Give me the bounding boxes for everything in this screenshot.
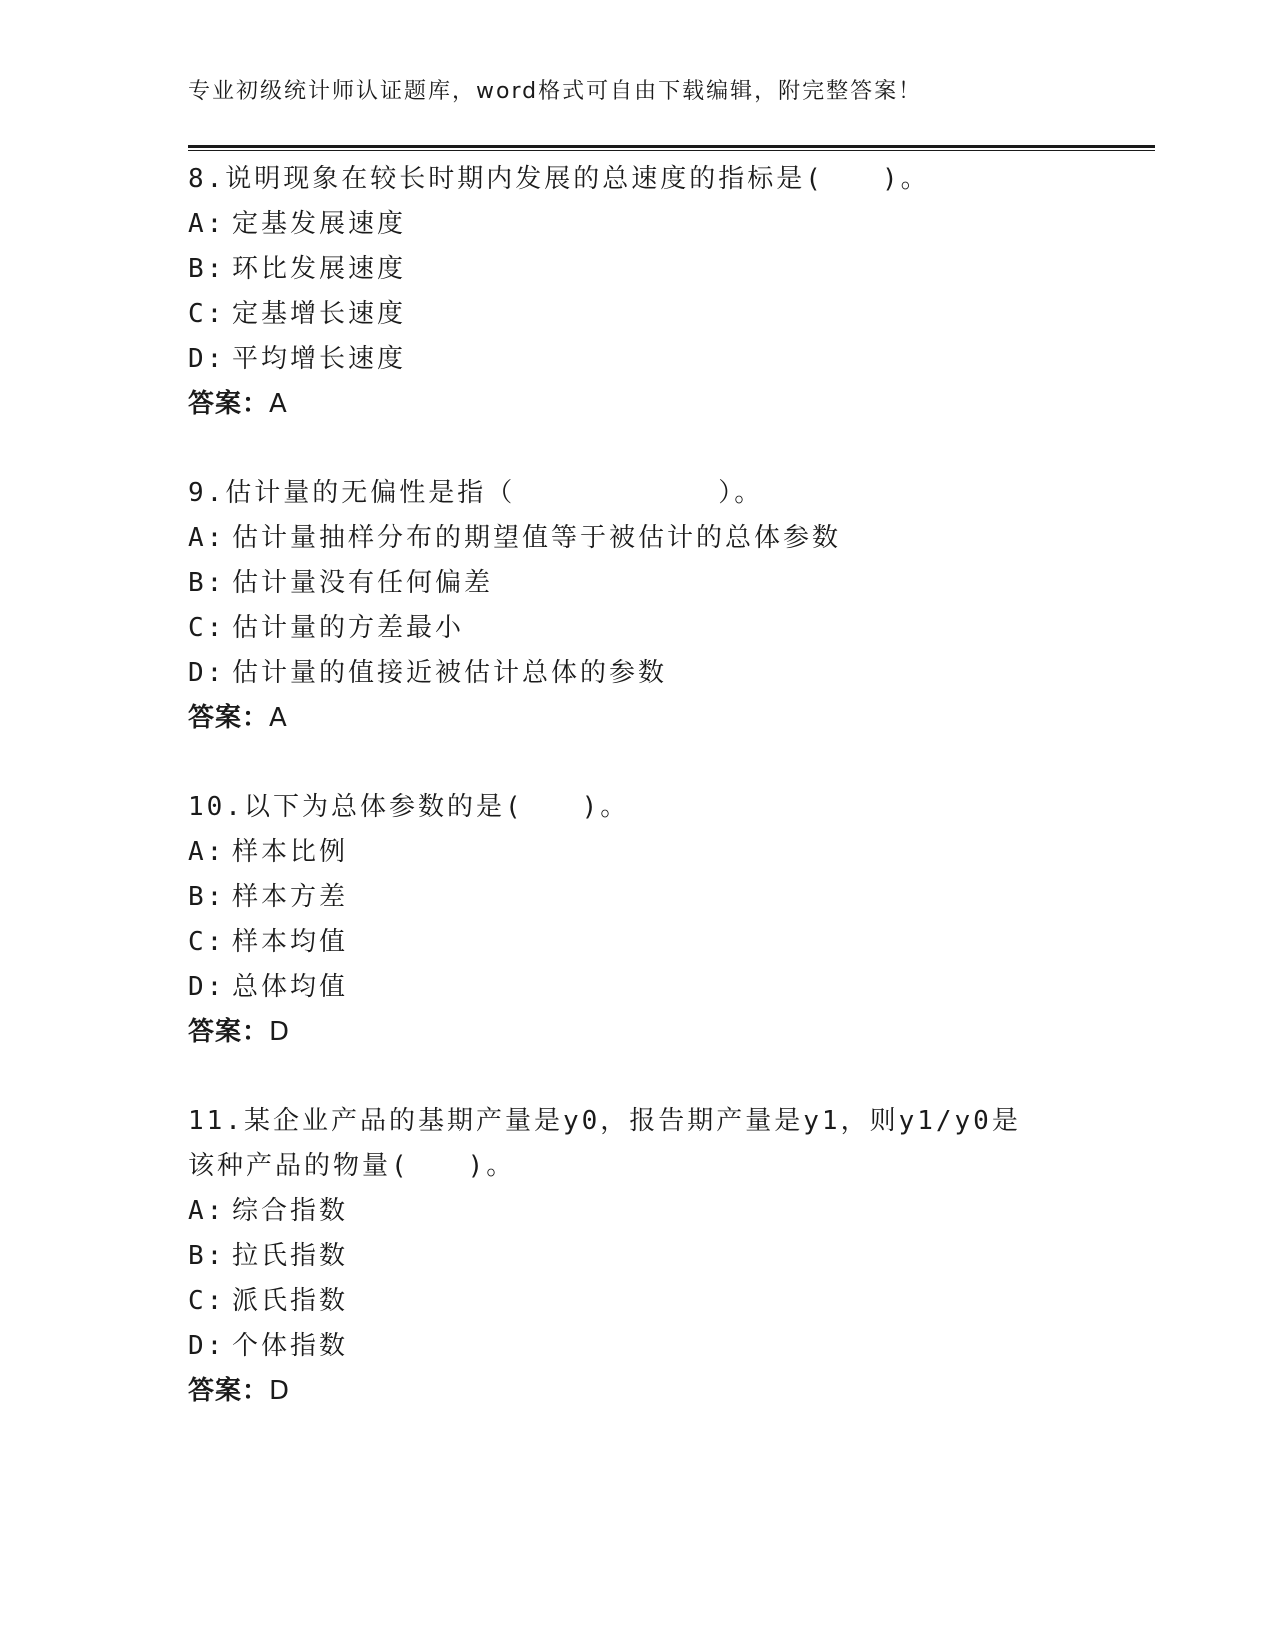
option-letter: A:: [188, 523, 226, 553]
question-10: [188, 785, 1088, 1055]
option-letter: C:: [188, 299, 226, 329]
answer-line: [188, 1010, 1088, 1055]
option-text: 样本均值: [232, 927, 349, 957]
option-letter: B:: [188, 1241, 226, 1271]
option-c: [188, 1279, 1088, 1324]
answer-label: 答案：: [188, 389, 270, 419]
option-text: 个体指数: [232, 1331, 349, 1361]
question-stem: 9.估计量的无偏性是指（ ）。: [188, 478, 764, 508]
option-c: [188, 606, 1088, 651]
answer-value: D: [269, 1017, 291, 1047]
question-stem: 10.以下为总体参数的是( )。: [188, 792, 630, 822]
page-header: 专业初级统计师认证题库，word格式可自由下载编辑，附完整答案！: [188, 79, 923, 104]
question-stem: 8.说明现象在较长时期内发展的总速度的指标是( )。: [188, 164, 930, 194]
option-letter: B:: [188, 254, 226, 284]
option-c: [188, 920, 1088, 965]
option-letter: C:: [188, 927, 226, 957]
question-11: [188, 1099, 1088, 1414]
option-d: [188, 1324, 1088, 1369]
option-text: 平均增长速度: [232, 344, 407, 374]
option-c: [188, 292, 1088, 337]
question-stem: 11.某企业产品的基期产量是y0，报告期产量是y1，则y1/y0是该种产品的物量( )。: [188, 1106, 1021, 1181]
answer-line: [188, 382, 1088, 427]
option-letter: A:: [188, 209, 226, 239]
header-rule-thin: [188, 150, 1155, 151]
option-letter: A:: [188, 837, 226, 867]
question-9: [188, 471, 1088, 741]
option-d: [188, 337, 1088, 382]
option-text: 估计量的方差最小: [232, 613, 465, 643]
answer-value: A: [269, 389, 288, 419]
answer-line: [188, 696, 1088, 741]
option-letter: D:: [188, 344, 226, 374]
option-text: 定基发展速度: [232, 209, 407, 239]
answer-label: 答案：: [188, 1017, 270, 1047]
option-text: 总体均值: [232, 972, 349, 1002]
option-text: 综合指数: [232, 1196, 349, 1226]
option-b: [188, 875, 1088, 920]
answer-label: 答案：: [188, 1376, 270, 1406]
option-letter: C:: [188, 613, 226, 643]
option-letter: B:: [188, 882, 226, 912]
option-b: [188, 247, 1088, 292]
option-text: 环比发展速度: [232, 254, 407, 284]
answer-value: D: [269, 1376, 291, 1406]
option-letter: D:: [188, 1331, 226, 1361]
option-letter: D:: [188, 972, 226, 1002]
option-text: 拉氏指数: [232, 1241, 349, 1271]
option-a: [188, 1189, 1088, 1234]
option-text: 派氏指数: [232, 1286, 349, 1316]
question-list: [188, 157, 1088, 1458]
option-letter: A:: [188, 1196, 226, 1226]
question-8: [188, 157, 1088, 427]
header-rule-thick: [188, 145, 1155, 148]
option-text: 样本方差: [232, 882, 349, 912]
option-text: 样本比例: [232, 837, 349, 867]
option-text: 估计量没有任何偏差: [232, 568, 494, 598]
option-letter: B:: [188, 568, 226, 598]
option-letter: D:: [188, 658, 226, 688]
option-a: [188, 830, 1088, 875]
option-letter: C:: [188, 1286, 226, 1316]
option-a: [188, 202, 1088, 247]
option-d: [188, 965, 1088, 1010]
answer-value: A: [269, 703, 288, 733]
option-text: 估计量的值接近被估计总体的参数: [232, 658, 668, 688]
option-a: [188, 516, 1088, 561]
option-b: [188, 1234, 1088, 1279]
option-b: [188, 561, 1088, 606]
option-d: [188, 651, 1088, 696]
answer-label: 答案：: [188, 703, 270, 733]
option-text: 估计量抽样分布的期望值等于被估计的总体参数: [232, 523, 842, 553]
answer-line: [188, 1369, 1088, 1414]
option-text: 定基增长速度: [232, 299, 407, 329]
